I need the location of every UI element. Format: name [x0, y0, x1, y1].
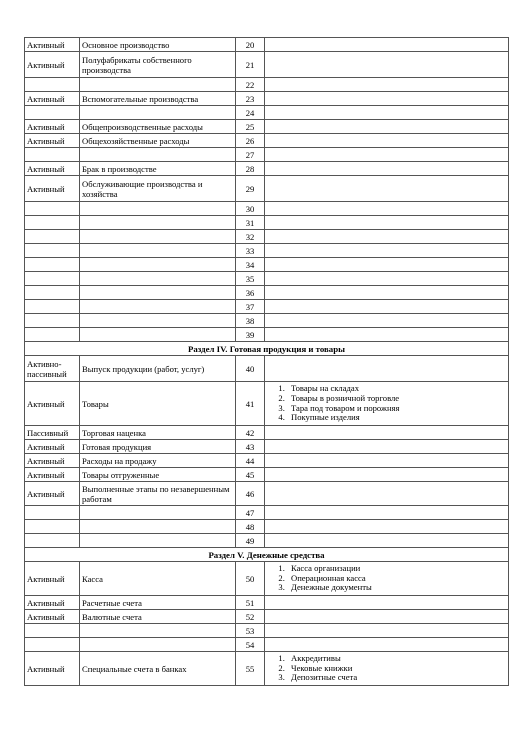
account-name-cell — [80, 244, 236, 258]
account-type-cell: Активный — [25, 482, 80, 506]
account-name-cell — [80, 202, 236, 216]
account-code-cell: 38 — [236, 314, 265, 328]
account-name-cell — [80, 258, 236, 272]
account-name-cell: Расчетные счета — [80, 596, 236, 610]
table-row — [25, 52, 509, 78]
table-row — [25, 176, 509, 202]
account-type-cell: Активный — [25, 652, 80, 686]
subaccount-item: 1. Товары на складах — [287, 384, 506, 394]
account-name-cell: Общепроизводственные расходы — [80, 120, 236, 134]
account-type-cell: Активный — [25, 596, 80, 610]
account-code-cell: 29 — [236, 176, 265, 202]
account-code-cell: 24 — [236, 106, 265, 120]
account-type-cell: Активный — [25, 454, 80, 468]
account-code-cell: 33 — [236, 244, 265, 258]
account-code-cell: 23 — [236, 92, 265, 106]
subaccounts-cell — [265, 356, 509, 382]
account-code-cell: 21 — [236, 52, 265, 78]
subaccount-item: 2. Чековые книжки — [287, 664, 506, 674]
subaccounts-cell — [265, 216, 509, 230]
subaccounts-cell — [265, 638, 509, 652]
subaccounts-cell — [265, 652, 509, 686]
account-name-cell: Готовая продукция — [80, 440, 236, 454]
account-code-cell: 45 — [236, 468, 265, 482]
subaccounts-cell — [265, 272, 509, 286]
section-title: Раздел IV. Готовая продукция и товары — [25, 342, 509, 356]
subaccounts-cell — [265, 78, 509, 92]
table-row — [25, 286, 509, 300]
account-type-cell — [25, 534, 80, 548]
table-row — [25, 300, 509, 314]
account-type-cell — [25, 624, 80, 638]
table-row — [25, 106, 509, 120]
table-body — [25, 38, 509, 686]
account-code-cell: 50 — [236, 562, 265, 596]
account-type-cell — [25, 202, 80, 216]
table-row — [25, 328, 509, 342]
subaccounts-cell — [265, 562, 509, 596]
account-code-cell: 20 — [236, 38, 265, 52]
subaccounts-cell — [265, 426, 509, 440]
subaccounts-cell — [265, 624, 509, 638]
account-code-cell: 30 — [236, 202, 265, 216]
account-type-cell — [25, 300, 80, 314]
account-code-cell: 55 — [236, 652, 265, 686]
account-name-cell: Общехозяйственные расходы — [80, 134, 236, 148]
table-row — [25, 356, 509, 382]
account-name-cell: Основное производство — [80, 38, 236, 52]
subaccounts-cell — [265, 148, 509, 162]
subaccounts-cell — [265, 440, 509, 454]
account-code-cell: 27 — [236, 148, 265, 162]
account-type-cell — [25, 286, 80, 300]
table-row — [25, 596, 509, 610]
account-name-cell: Валютные счета — [80, 610, 236, 624]
table-row — [25, 148, 509, 162]
account-type-cell — [25, 506, 80, 520]
account-type-cell — [25, 78, 80, 92]
table-row — [25, 230, 509, 244]
account-code-cell: 35 — [236, 272, 265, 286]
account-name-cell — [80, 272, 236, 286]
subaccounts-cell — [265, 134, 509, 148]
subaccount-list — [267, 384, 506, 422]
account-type-cell: Активный — [25, 162, 80, 176]
table-row — [25, 134, 509, 148]
table-row — [25, 520, 509, 534]
account-name-cell: Брак в производстве — [80, 162, 236, 176]
account-type-cell: Активно-пассивный — [25, 356, 80, 382]
account-type-cell: Активный — [25, 610, 80, 624]
subaccount-item: 2. Операционная касса — [287, 574, 506, 584]
table-row — [25, 202, 509, 216]
account-code-cell: 49 — [236, 534, 265, 548]
subaccounts-cell — [265, 52, 509, 78]
account-code-cell: 42 — [236, 426, 265, 440]
account-name-cell — [80, 216, 236, 230]
account-name-cell — [80, 506, 236, 520]
account-name-cell — [80, 286, 236, 300]
account-code-cell: 37 — [236, 300, 265, 314]
account-code-cell: 43 — [236, 440, 265, 454]
account-type-cell — [25, 638, 80, 652]
table-row — [25, 440, 509, 454]
table-row — [25, 562, 509, 596]
subaccounts-cell — [265, 468, 509, 482]
account-name-cell — [80, 106, 236, 120]
account-name-cell: Специальные счета в банках — [80, 652, 236, 686]
account-name-cell: Вспомогательные производства — [80, 92, 236, 106]
account-type-cell — [25, 258, 80, 272]
subaccount-item: 3. Денежные документы — [287, 583, 506, 593]
account-code-cell: 54 — [236, 638, 265, 652]
accounts-table-page — [24, 37, 508, 686]
account-type-cell — [25, 314, 80, 328]
account-code-cell: 25 — [236, 120, 265, 134]
subaccount-item: 2. Товары в розничной торговле — [287, 394, 506, 404]
subaccounts-cell — [265, 244, 509, 258]
chart-of-accounts-table — [24, 37, 509, 686]
account-type-cell: Активный — [25, 468, 80, 482]
account-type-cell — [25, 328, 80, 342]
account-type-cell: Активный — [25, 134, 80, 148]
table-row — [25, 652, 509, 686]
account-name-cell — [80, 638, 236, 652]
account-name-cell: Выпуск продукции (работ, услуг) — [80, 356, 236, 382]
section-header-row — [25, 548, 509, 562]
subaccount-list — [267, 654, 506, 683]
account-type-cell: Пассивный — [25, 426, 80, 440]
subaccounts-cell — [265, 120, 509, 134]
account-code-cell: 26 — [236, 134, 265, 148]
table-row — [25, 314, 509, 328]
account-code-cell: 40 — [236, 356, 265, 382]
table-row — [25, 468, 509, 482]
account-code-cell: 22 — [236, 78, 265, 92]
account-code-cell: 32 — [236, 230, 265, 244]
account-type-cell — [25, 106, 80, 120]
subaccount-item: 3. Депозитные счета — [287, 673, 506, 683]
subaccount-item: 1. Касса организации — [287, 564, 506, 574]
account-name-cell — [80, 520, 236, 534]
subaccounts-cell — [265, 506, 509, 520]
section-title: Раздел V. Денежные средства — [25, 548, 509, 562]
account-name-cell: Товары отгруженные — [80, 468, 236, 482]
table-row — [25, 244, 509, 258]
subaccounts-cell — [265, 258, 509, 272]
subaccounts-cell — [265, 328, 509, 342]
subaccounts-cell — [265, 286, 509, 300]
account-code-cell: 48 — [236, 520, 265, 534]
account-name-cell — [80, 230, 236, 244]
table-row — [25, 78, 509, 92]
subaccounts-cell — [265, 300, 509, 314]
account-type-cell — [25, 272, 80, 286]
subaccount-list — [267, 564, 506, 593]
table-row — [25, 610, 509, 624]
account-name-cell — [80, 78, 236, 92]
account-name-cell: Товары — [80, 382, 236, 426]
subaccounts-cell — [265, 382, 509, 426]
subaccounts-cell — [265, 482, 509, 506]
table-row — [25, 258, 509, 272]
account-name-cell: Торговая наценка — [80, 426, 236, 440]
table-row — [25, 454, 509, 468]
table-row — [25, 216, 509, 230]
subaccounts-cell — [265, 454, 509, 468]
subaccounts-cell — [265, 106, 509, 120]
table-row — [25, 162, 509, 176]
account-name-cell — [80, 300, 236, 314]
account-name-cell — [80, 534, 236, 548]
subaccounts-cell — [265, 162, 509, 176]
subaccounts-cell — [265, 610, 509, 624]
table-row — [25, 120, 509, 134]
account-type-cell: Активный — [25, 440, 80, 454]
account-name-cell: Обслуживающие производства и хозяйства — [80, 176, 236, 202]
account-code-cell: 52 — [236, 610, 265, 624]
table-row — [25, 92, 509, 106]
account-code-cell: 31 — [236, 216, 265, 230]
account-code-cell: 41 — [236, 382, 265, 426]
subaccounts-cell — [265, 520, 509, 534]
account-type-cell: Активный — [25, 92, 80, 106]
account-name-cell — [80, 314, 236, 328]
account-type-cell: Активный — [25, 562, 80, 596]
account-type-cell — [25, 230, 80, 244]
account-name-cell: Касса — [80, 562, 236, 596]
section-header-row — [25, 342, 509, 356]
account-type-cell: Активный — [25, 176, 80, 202]
subaccounts-cell — [265, 176, 509, 202]
account-code-cell: 53 — [236, 624, 265, 638]
account-type-cell — [25, 244, 80, 258]
account-type-cell — [25, 520, 80, 534]
table-row — [25, 272, 509, 286]
account-type-cell: Активный — [25, 38, 80, 52]
subaccounts-cell — [265, 314, 509, 328]
subaccounts-cell — [265, 596, 509, 610]
subaccounts-cell — [265, 534, 509, 548]
account-code-cell: 47 — [236, 506, 265, 520]
account-name-cell: Расходы на продажу — [80, 454, 236, 468]
subaccounts-cell — [265, 230, 509, 244]
account-name-cell: Выполненные этапы по незавершенным работам — [80, 482, 236, 506]
account-code-cell: 44 — [236, 454, 265, 468]
account-type-cell — [25, 216, 80, 230]
account-code-cell: 28 — [236, 162, 265, 176]
account-type-cell — [25, 148, 80, 162]
table-row — [25, 482, 509, 506]
account-code-cell: 39 — [236, 328, 265, 342]
account-type-cell: Активный — [25, 52, 80, 78]
table-row — [25, 382, 509, 426]
subaccounts-cell — [265, 202, 509, 216]
account-code-cell: 51 — [236, 596, 265, 610]
account-type-cell: Активный — [25, 120, 80, 134]
table-row — [25, 38, 509, 52]
account-name-cell — [80, 624, 236, 638]
subaccounts-cell — [265, 92, 509, 106]
account-code-cell: 36 — [236, 286, 265, 300]
subaccount-item: 4. Покупные изделия — [287, 413, 506, 423]
account-code-cell: 46 — [236, 482, 265, 506]
subaccount-item: 3. Тара под товаром и порожняя — [287, 404, 506, 414]
account-type-cell: Активный — [25, 382, 80, 426]
subaccounts-cell — [265, 38, 509, 52]
account-name-cell: Полуфабрикаты собственного производства — [80, 52, 236, 78]
account-name-cell — [80, 148, 236, 162]
account-code-cell: 34 — [236, 258, 265, 272]
table-row — [25, 638, 509, 652]
table-row — [25, 624, 509, 638]
account-name-cell — [80, 328, 236, 342]
table-row — [25, 534, 509, 548]
table-row — [25, 426, 509, 440]
table-row — [25, 506, 509, 520]
subaccount-item: 1. Аккредитивы — [287, 654, 506, 664]
